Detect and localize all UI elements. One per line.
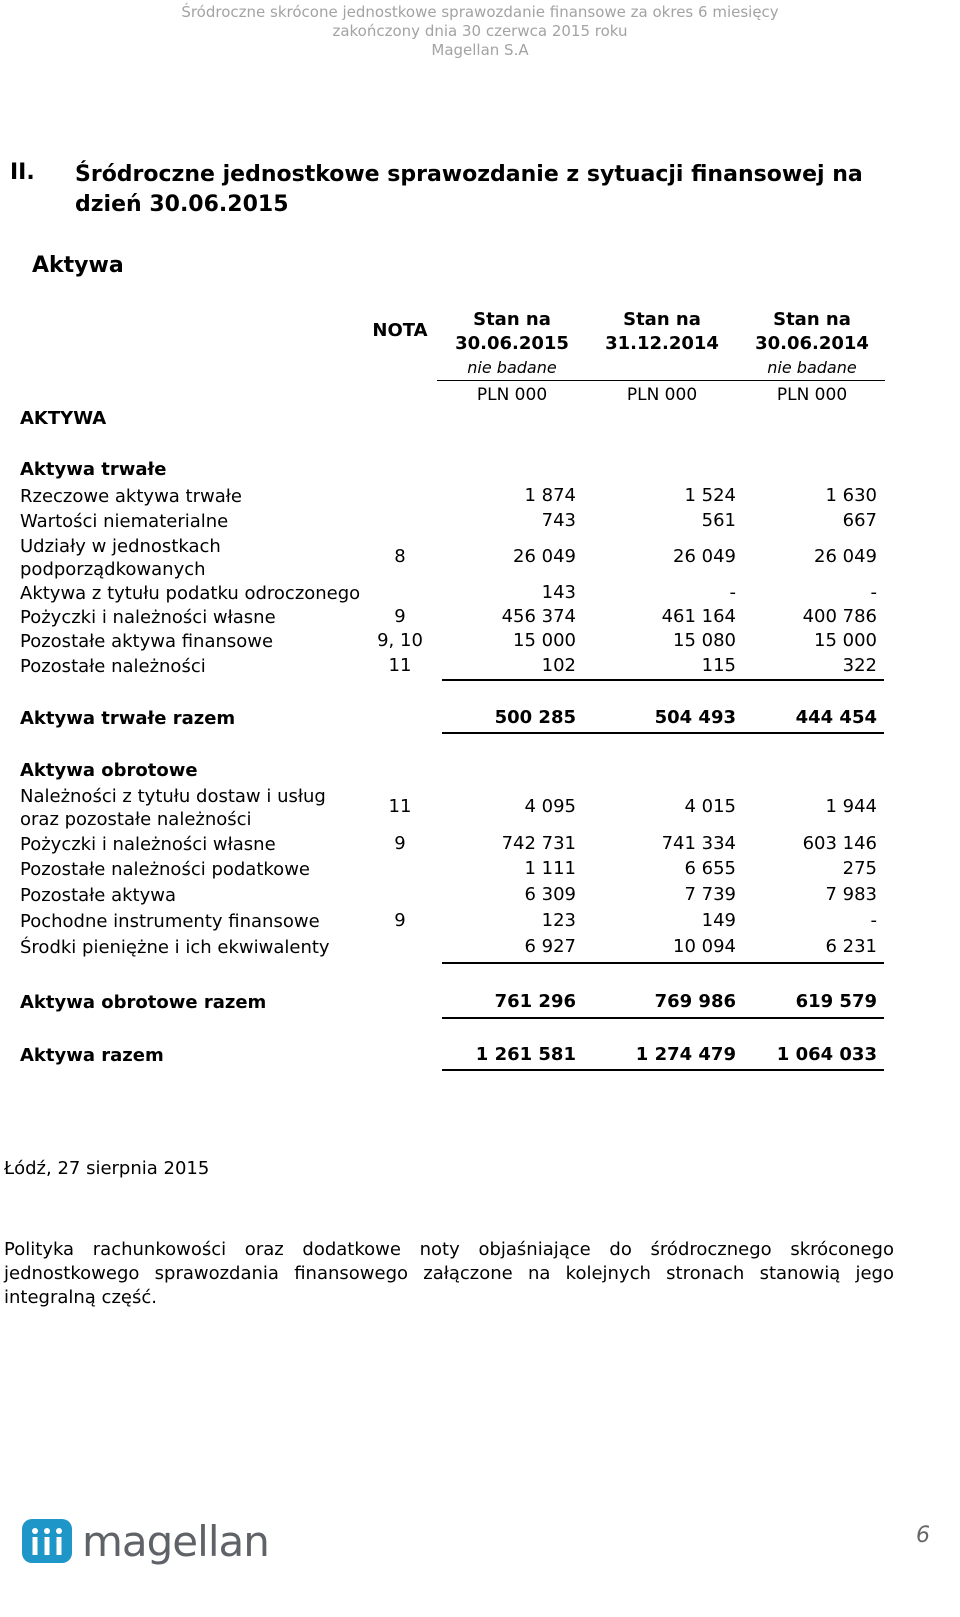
row-value-2014-06: 7 983 <box>825 884 877 905</box>
row-value-2014-12: 149 <box>701 910 736 931</box>
section-title: Śródroczne jednostkowe sprawozdanie z sytuacji finansowej na dzień 30.06.2015 <box>75 162 863 217</box>
current-assets-heading: Aktywa obrotowe <box>20 760 198 781</box>
row-label: Aktywa razem <box>20 1045 164 1066</box>
row-value-2014-12: 769 986 <box>654 991 736 1012</box>
header-line-2: zakończony dnia 30 czerwca 2015 roku <box>332 22 628 40</box>
row-value-2014-12: 461 164 <box>661 606 736 627</box>
column-2-currency: PLN 000 <box>626 385 698 405</box>
row-value-2014-12: 4 015 <box>684 796 736 817</box>
row-value-2014-06: 603 146 <box>802 833 877 854</box>
row-nota: 8 <box>394 546 406 567</box>
total-rule <box>442 732 884 734</box>
column-header-3-date: 30.06.2014 <box>755 333 869 354</box>
row-value-2014-12: 504 493 <box>654 707 736 728</box>
logo-text: magellan <box>82 1516 269 1566</box>
row-value-2015: 1 261 581 <box>475 1044 576 1065</box>
header-line-1: Śródroczne skrócone jednostkowe sprawozdanie finansowe za okres 6 miesięcy <box>181 3 779 21</box>
row-label: Rzeczowe aktywa trwałe <box>20 486 242 507</box>
row-value-2015: 4 095 <box>524 796 576 817</box>
row-value-2014-12: 1 274 479 <box>635 1044 736 1065</box>
row-value-2014-12: 10 094 <box>673 936 736 957</box>
row-value-2015: 456 374 <box>501 606 576 627</box>
row-nota: 9 <box>394 833 406 854</box>
row-nota: 9 <box>394 606 406 627</box>
row-value-2015: 26 049 <box>513 546 576 567</box>
row-value-2014-12: 741 334 <box>661 833 736 854</box>
row-value-2015: 143 <box>541 582 576 603</box>
table-row <box>20 535 882 581</box>
column-3-audit-note: nie badane <box>767 358 857 377</box>
row-value-2015: 500 285 <box>494 707 576 728</box>
subtotal-rule <box>442 962 884 964</box>
row-value-2014-06: 667 <box>842 510 877 531</box>
row-label: Pożyczki i należności własne <box>20 607 276 628</box>
column-header-1 <box>437 308 587 356</box>
column-header-1-date: 30.06.2015 <box>455 333 569 354</box>
row-value-2014-12: 26 049 <box>673 546 736 567</box>
table-row <box>20 785 882 831</box>
section-subtitle: Aktywa <box>32 253 124 278</box>
header-line-3: Magellan S.A <box>431 41 529 59</box>
row-value-2014-06: 15 000 <box>814 630 877 651</box>
row-value-2014-12: 115 <box>701 655 736 676</box>
row-nota: 11 <box>388 655 412 676</box>
column-1-audit-note: nie badane <box>467 358 557 377</box>
row-label: Pozostałe aktywa finansowe <box>20 631 274 652</box>
column-header-2-line1: Stan na <box>623 309 701 330</box>
explanatory-note: Polityka rachunkowości oraz dodatkowe noty objaśniające do śródrocznego skróconego jednostkowego sprawozdania finansowego załączone na kolejnych stronach stanowią jego integralną część. <box>4 1239 894 1308</box>
row-value-2015: 6 927 <box>524 936 576 957</box>
section-number: II. <box>10 160 35 185</box>
row-label: Pożyczki i należności własne <box>20 834 276 855</box>
row-value-2014-06: 322 <box>842 655 877 676</box>
grand-total-rule <box>442 1069 884 1071</box>
subtotal-rule <box>442 679 884 681</box>
logo-mark-icon <box>22 1519 72 1563</box>
row-value-2014-06: 6 231 <box>825 936 877 957</box>
row-value-2014-06: 275 <box>842 858 877 879</box>
row-label: Aktywa z tytułu podatku odroczonego <box>20 583 361 604</box>
row-nota: 9 <box>394 910 406 931</box>
row-nota: 9, 10 <box>377 630 423 651</box>
column-header-3 <box>737 308 887 356</box>
column-header-3-line1: Stan na <box>773 309 851 330</box>
fixed-assets-heading: Aktywa trwałe <box>20 459 167 480</box>
row-value-2014-12: 1 524 <box>684 485 736 506</box>
row-value-2014-06: - <box>870 582 877 603</box>
nota-column-header: NOTA <box>372 320 428 341</box>
column-header-2-date: 31.12.2014 <box>605 333 719 354</box>
row-label: Aktywa obrotowe razem <box>20 992 267 1013</box>
row-label: Pozostałe aktywa <box>20 885 176 906</box>
row-value-2014-06: - <box>870 910 877 931</box>
row-label: Należności z tytułu dostaw i usług oraz pozostałe należności <box>20 786 326 830</box>
row-value-2014-12: - <box>729 582 736 603</box>
row-value-2014-06: 444 454 <box>795 707 877 728</box>
row-value-2015: 1 111 <box>524 858 576 879</box>
row-value-2015: 1 874 <box>524 485 576 506</box>
row-label: Pochodne instrumenty finansowe <box>20 911 320 932</box>
column-header-2 <box>587 308 737 356</box>
row-label: Środki pieniężne i ich ekwiwalenty <box>20 937 330 958</box>
column-header-1-line1: Stan na <box>473 309 551 330</box>
row-value-2015: 742 731 <box>501 833 576 854</box>
header-divider <box>437 380 885 381</box>
row-value-2015: 102 <box>541 655 576 676</box>
row-value-2014-06: 1 064 033 <box>776 1044 877 1065</box>
column-1-currency: PLN 000 <box>476 385 548 405</box>
total-rule <box>442 1017 884 1019</box>
row-value-2014-06: 1 630 <box>825 485 877 506</box>
row-label: Pozostałe należności podatkowe <box>20 859 310 880</box>
label-column-header: AKTYWA <box>20 408 107 429</box>
magellan-logo <box>22 1517 269 1565</box>
row-value-2015: 6 309 <box>524 884 576 905</box>
row-value-2015: 743 <box>541 510 576 531</box>
row-label: Udziały w jednostkach podporządkowanych <box>20 536 221 580</box>
row-nota: 11 <box>388 796 412 817</box>
row-label: Aktywa trwałe razem <box>20 708 236 729</box>
row-label: Pozostałe należności <box>20 656 206 677</box>
place-date: Łódź, 27 sierpnia 2015 <box>4 1158 210 1179</box>
row-value-2014-12: 6 655 <box>684 858 736 879</box>
row-value-2014-12: 7 739 <box>684 884 736 905</box>
row-value-2015: 761 296 <box>494 991 576 1012</box>
column-3-currency: PLN 000 <box>776 385 848 405</box>
page-number: 6 <box>916 1523 930 1548</box>
row-value-2014-06: 619 579 <box>795 991 877 1012</box>
row-value-2014-06: 1 944 <box>825 796 877 817</box>
row-value-2014-06: 26 049 <box>814 546 877 567</box>
row-label: Wartości niematerialne <box>20 511 229 532</box>
row-value-2014-12: 561 <box>701 510 736 531</box>
row-value-2015: 15 000 <box>513 630 576 651</box>
row-value-2014-06: 400 786 <box>802 606 877 627</box>
row-value-2015: 123 <box>541 910 576 931</box>
row-value-2014-12: 15 080 <box>673 630 736 651</box>
